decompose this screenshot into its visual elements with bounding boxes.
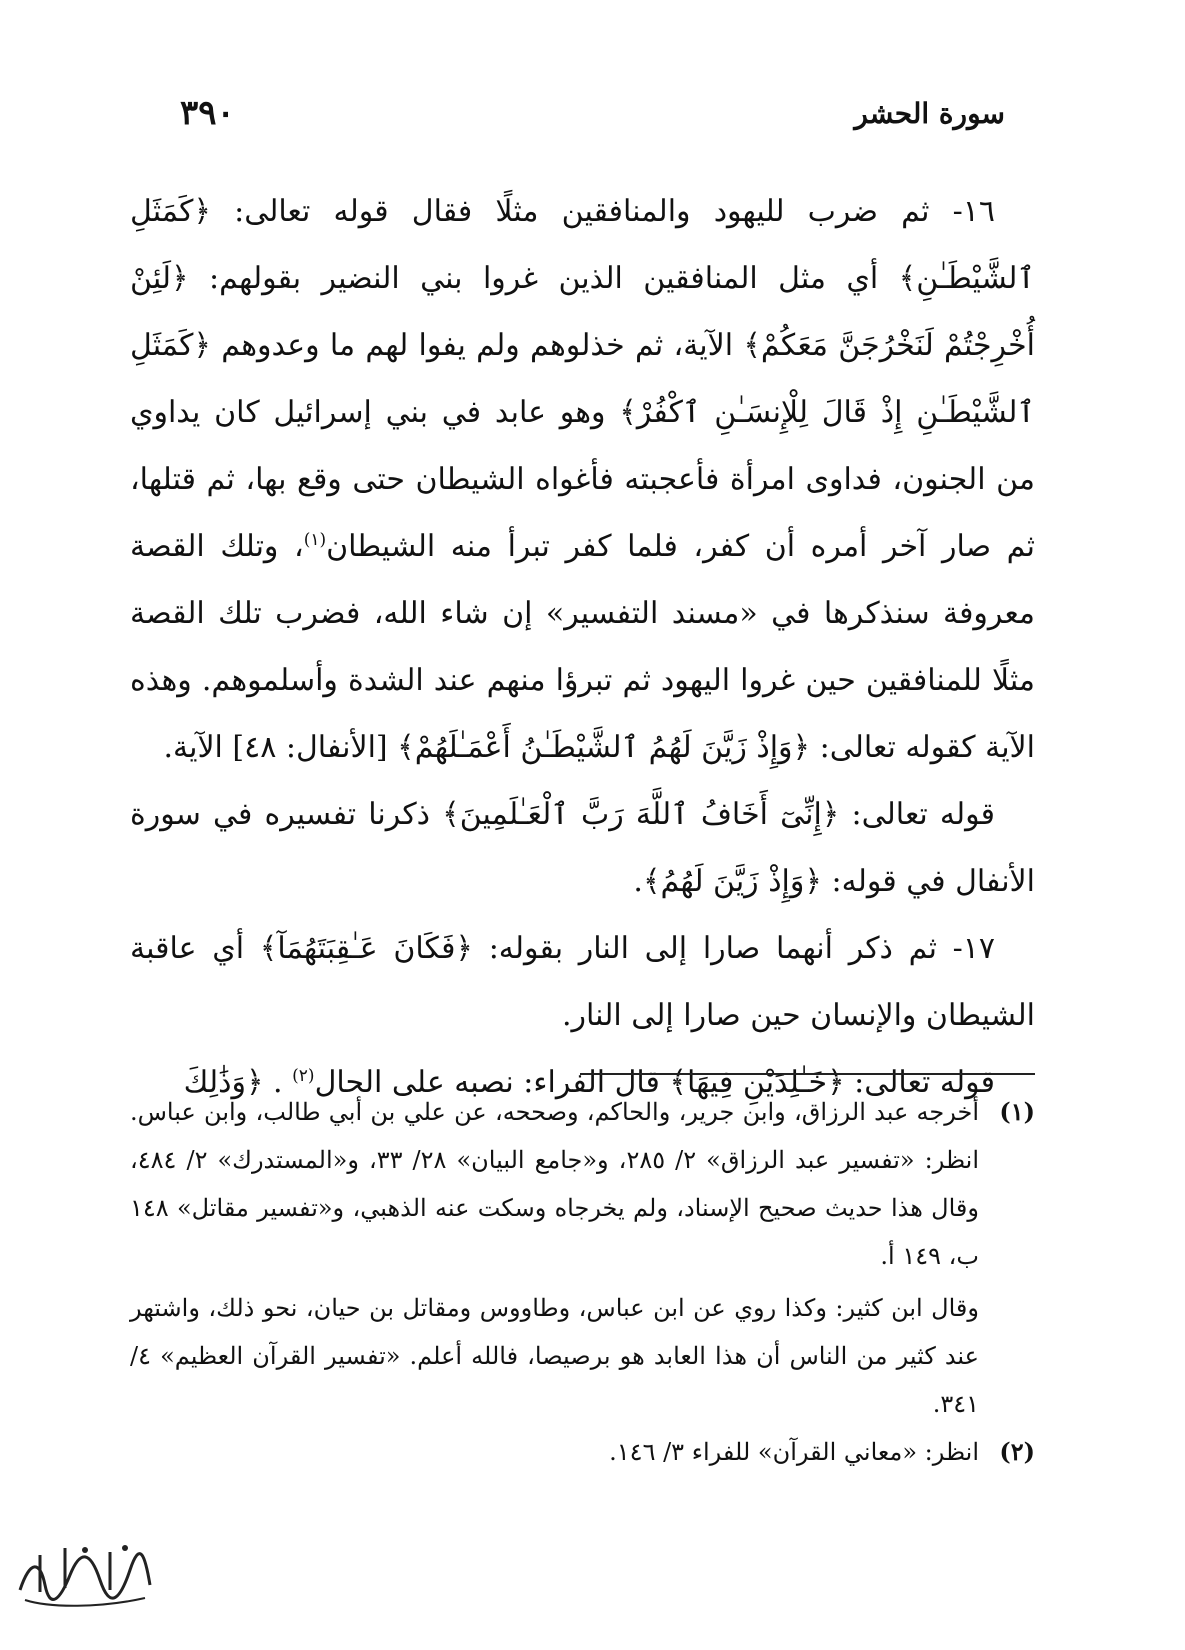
footnote-ref-2: (٢) (292, 1066, 315, 1086)
paragraph-text: قوله تعالى: ﴿خَـٰلِدَيْنِ فِيهَا﴾ قال الفراء: نصبه على الحال (314, 1065, 995, 1100)
paragraph-text: . ﴿وَذَٰلِكَ (183, 1065, 293, 1100)
paragraph-verse-17 (130, 915, 1035, 1049)
footnotes (130, 1088, 1035, 1476)
footnote-text: وقال ابن كثير: وكذا روي عن ابن عباس، وطاووس ومقاتل بن حيان، نحو ذلك، واشتهر عند كثير من الناس أن هذا العابد هو برصيصا، فالله أعلم. «تفسير القرآن العظيم» ٤/ ٣٤١. (130, 1294, 979, 1418)
page-header (180, 88, 1005, 138)
footnote-text: أخرجه عبد الرزاق، وابن جرير، والحاكم، وصححه، عن علي بن أبي طالب، وابن عباس. انظر: «تفسير عبد الرزاق» ٢/ ٢٨٥، و«جامع البيان» ٢٨/ ٣٣، و«المستدرك» ٢/ ٤٨٤، وقال هذا حديث صحيح الإسناد، ولم يخرجاه وسكت عنه الذهبي، و«تفسير مقاتل» ١٤٨ ب، ١٤٩ أ. (130, 1098, 980, 1270)
footnote-body (130, 1088, 979, 1428)
paragraph-verse-16-commentary (130, 781, 1035, 915)
footnote-divider (580, 1073, 1035, 1075)
footnote-1 (130, 1088, 1035, 1428)
calligraphy-logo-icon (10, 1530, 160, 1610)
paragraph-text: ١٦- ثم ضرب لليهود والمنافقين مثلًا فقال قوله تعالى: ﴿كَمَثَلِ ٱلشَّيْطَـٰنِ﴾ أي مثل المنافقين الذين غروا بني النضير بقولهم: ﴿لَئِنْ أُخْرِجْتُمْ لَنَخْرُجَنَّ مَعَكُمْ﴾ الآية، ثم خذلوهم ولم يفوا لهم ما وعدوهم ﴿كَمَثَلِ ٱلشَّيْطَـٰنِ إِذْ قَالَ لِلْإِنسَـٰنِ ٱكْفُرْ﴾ وهو عابد في بني إسرائيل كان يداوي من الجنون، فداوى امرأة فأعجبته فأغواه الشيطان حتى وقع بها، ثم قتلها، ثم صار آخر أمره أن كفر، فلما كفر تبرأ منه الشيطان (130, 194, 1036, 564)
footnote-body (130, 1428, 979, 1476)
footnote-ref-1: (١) (303, 530, 327, 550)
footnote-number: (١) (999, 1097, 1035, 1126)
paragraph-text: ١٧- ثم ذكر أنهما صارا إلى النار بقوله: ﴿فَكَانَ عَـٰقِبَتَهُمَآ﴾ أي عاقبة الشيطان والإنسان حين صارا إلى النار. (130, 931, 1035, 1033)
footnote-2 (130, 1428, 1035, 1476)
footnote-number: (٢) (999, 1437, 1035, 1466)
footnote-text: انظر: «معاني القرآن» للفراء ٣/ ١٤٦. (609, 1438, 979, 1466)
publisher-logo (10, 1530, 160, 1610)
surah-title: سورة الحشر (854, 96, 1005, 130)
page-number: ٣٩٠ (180, 93, 235, 133)
paragraph-text: ، وتلك القصة معروفة سنذكرها في «مسند التفسير» إن شاء الله، فضرب تلك القصة مثلًا للمنافقين حين غروا اليهود ثم تبرؤا منهم عند الشدة وأسلموهم. وهذه الآية كقوله تعالى: ﴿وَإِذْ زَيَّنَ لَهُمُ ٱلشَّيْطَـٰنُ أَعْمَـٰلَهُمْ﴾ [الأنفال: ٤٨] الآية. (130, 529, 1035, 765)
paragraph-text: قوله تعالى: ﴿إِنِّىٓ أَخَافُ ٱللَّهَ رَبَّ ٱلْعَـٰلَمِينَ﴾ ذكرنا تفسيره في سورة الأنفال في قوله: ﴿وَإِذْ زَيَّنَ لَهُمُ﴾. (130, 797, 1035, 899)
paragraph-verse-16 (130, 178, 1035, 781)
main-text (130, 178, 1035, 1116)
